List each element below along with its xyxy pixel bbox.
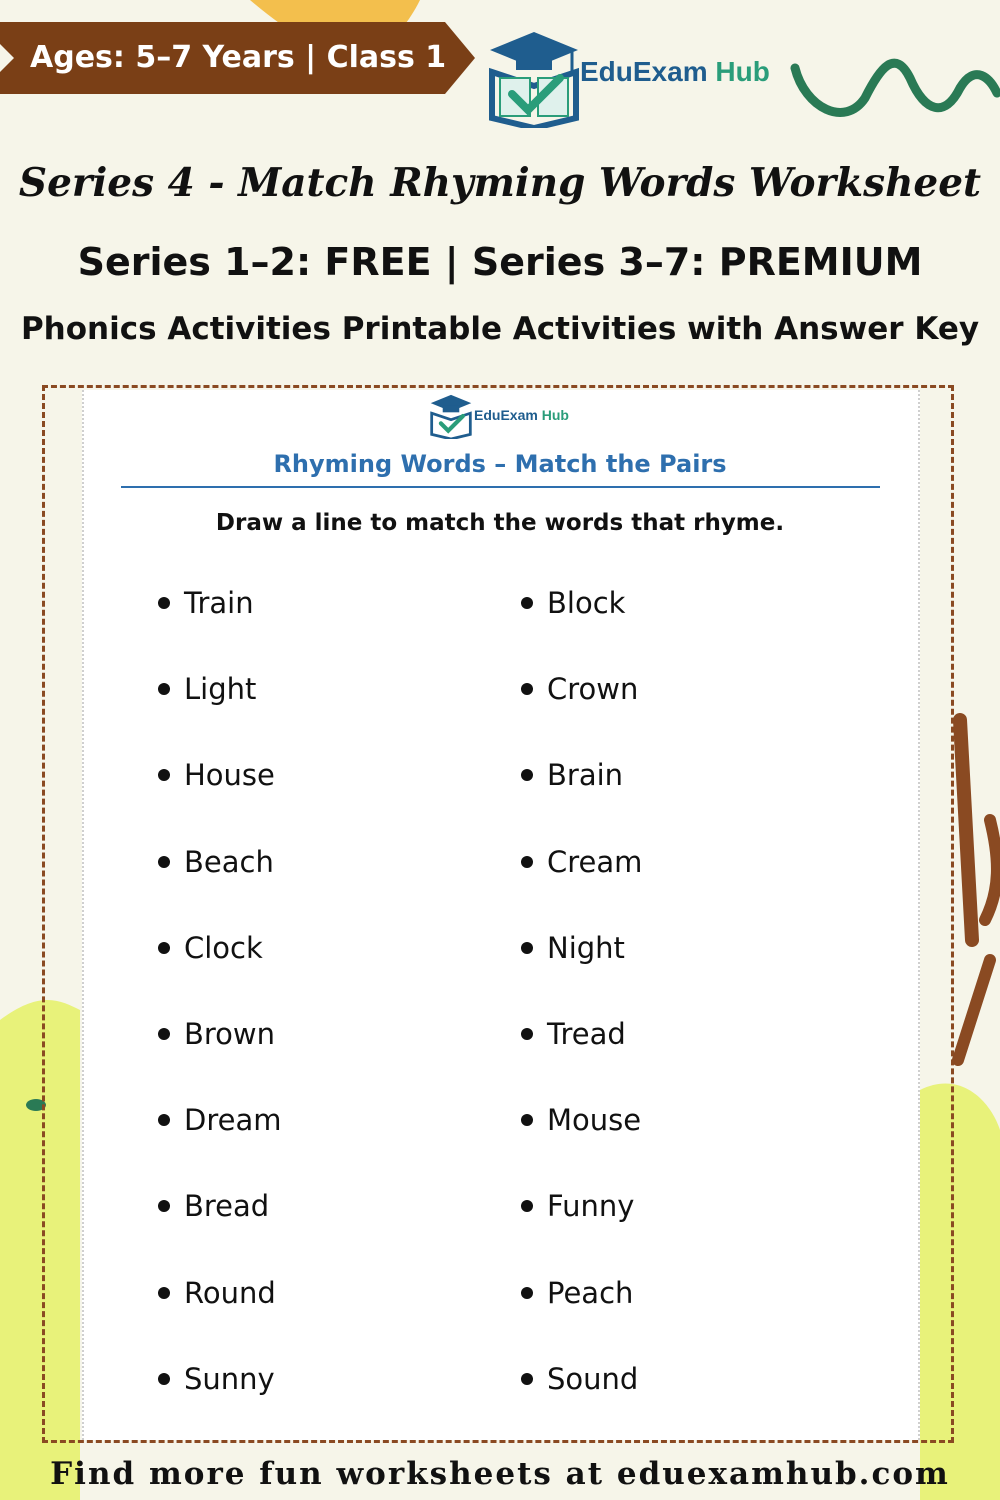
bullet-icon — [158, 683, 170, 695]
right-word-label: Peach — [547, 1275, 634, 1310]
right-word-label: Crown — [547, 672, 639, 707]
bullet-icon — [521, 1028, 533, 1040]
bullet-icon — [521, 1200, 533, 1212]
bullet-icon — [521, 856, 533, 868]
bullet-icon — [521, 1287, 533, 1299]
bullet-icon — [521, 1373, 533, 1385]
left-word-item — [158, 1014, 281, 1100]
age-ribbon-label: Ages: 5–7 Years | Class 1 — [30, 40, 447, 75]
bullet-icon — [158, 597, 170, 609]
bullet-icon — [521, 1114, 533, 1126]
worksheet-logo-icon — [428, 393, 474, 439]
left-word-item — [158, 1273, 281, 1359]
right-word-label: Block — [547, 586, 626, 620]
brand-name-part1: EduExam — [580, 56, 708, 87]
right-word-item — [521, 755, 642, 841]
right-word-label: Cream — [547, 844, 643, 879]
bullet-icon — [521, 683, 533, 695]
squiggle-decoration — [785, 38, 1000, 134]
left-word-label: Light — [184, 672, 257, 707]
worksheet-brand-name — [474, 407, 569, 423]
left-word-label: Clock — [184, 930, 263, 965]
left-word-label: Round — [184, 1275, 276, 1310]
left-word-item — [158, 669, 281, 755]
right-word-label: Night — [547, 930, 625, 965]
right-word-item — [521, 842, 642, 928]
bullet-icon — [158, 1028, 170, 1040]
left-word-label: Bread — [184, 1189, 270, 1224]
series-pricing-subtitle: Series 1–2: FREE | Series 3–7: PREMIUM — [77, 240, 923, 284]
left-word-item — [158, 842, 281, 928]
bullet-icon — [158, 1373, 170, 1385]
worksheet-brand-part2: Hub — [541, 407, 569, 423]
footer-website: Find more fun worksheets at eduexamhub.com — [50, 1456, 950, 1492]
left-word-item — [158, 583, 281, 669]
right-word-item — [521, 669, 642, 755]
left-word-label: Beach — [184, 844, 274, 879]
bullet-icon — [521, 942, 533, 954]
worksheet-instruction: Draw a line to match the words that rhyme. — [215, 510, 785, 536]
right-word-label: Tread — [547, 1016, 626, 1051]
bullet-icon — [158, 942, 170, 954]
left-word-item — [158, 1359, 281, 1445]
right-word-column — [521, 583, 642, 1445]
right-word-label: Sound — [547, 1361, 639, 1396]
graduation-cap-book-check-icon — [486, 28, 582, 128]
left-word-label: Brown — [184, 1016, 276, 1051]
right-word-label: Brain — [547, 758, 624, 793]
bullet-icon — [158, 856, 170, 868]
right-word-item — [521, 1273, 642, 1359]
brand-name-part2: Hub — [715, 56, 770, 87]
left-word-column — [158, 583, 281, 1445]
right-word-item — [521, 1100, 642, 1186]
left-word-label: Sunny — [184, 1361, 275, 1396]
left-word-item — [158, 1100, 281, 1186]
right-word-item — [521, 1186, 642, 1272]
right-word-item — [521, 1359, 642, 1445]
right-word-item — [521, 928, 642, 1014]
left-word-item — [158, 1186, 281, 1272]
right-word-label: Funny — [547, 1189, 635, 1224]
right-word-label: Mouse — [547, 1103, 642, 1138]
left-word-item — [158, 755, 281, 841]
brand-name — [580, 56, 770, 88]
left-word-label: Train — [184, 586, 254, 620]
left-word-item — [158, 928, 281, 1014]
bullet-icon — [521, 597, 533, 609]
bullet-icon — [521, 769, 533, 781]
tagline: Phonics Activities Printable Activities with Answer Key — [20, 311, 980, 347]
worksheet-title: Rhyming Words – Match the Pairs — [273, 450, 727, 478]
bullet-icon — [158, 1287, 170, 1299]
page-title: Series 4 - Match Rhyming Words Worksheet — [18, 160, 982, 206]
worksheet-brand-part1: EduExam — [474, 407, 538, 423]
bullet-icon — [158, 1114, 170, 1126]
right-word-item — [521, 1014, 642, 1100]
bullet-icon — [158, 769, 170, 781]
left-word-label: Dream — [184, 1103, 282, 1138]
worksheet-title-divider — [121, 486, 880, 488]
left-word-label: House — [184, 758, 275, 793]
right-word-item — [521, 583, 642, 669]
bullet-icon — [158, 1200, 170, 1212]
